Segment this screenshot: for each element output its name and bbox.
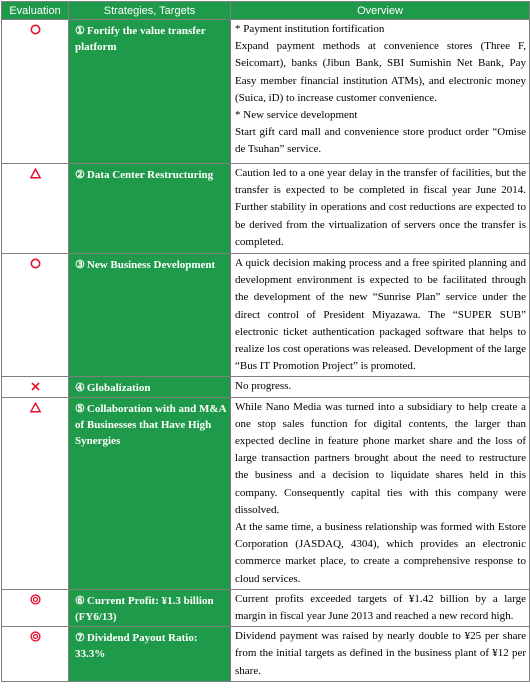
strategy-number: ⑥ (75, 594, 85, 607)
evaluation-cell (2, 397, 69, 589)
strategy-label: Data Center Restructuring (86, 169, 214, 181)
triangle-icon (30, 402, 41, 413)
overview-paragraph: No progress. (235, 380, 292, 393)
double-circle-icon (30, 594, 41, 605)
evaluation-cell (2, 627, 69, 682)
circle-icon (30, 24, 41, 35)
table-row (2, 627, 530, 682)
overview-cell (231, 397, 530, 589)
evaluation-cell (2, 589, 69, 626)
header-overview: Overview (231, 2, 530, 20)
strategy-cell (69, 397, 231, 589)
overview-paragraph: Start gift card mall and convenience store product order “Omise de Tsuhan” service. (235, 126, 526, 156)
strategy-cell (69, 377, 231, 397)
overview-paragraph: Expand payment methods at convenience stores (Three F, Seicomart), banks (Jibun Bank, SBI Sumishin Net Bank, Pay Easy member financial institution ATMs), and electronic money (Suica, iD) to increase customer convenience. (235, 40, 526, 104)
overview-paragraph: At the same time, a business relationship was formed with Estore Corporation (JASDAQ, 4304), which provides an electronic commerce market place, to create a comprehensive response to cloud services. (235, 521, 526, 585)
strategy-number: ① (75, 25, 85, 37)
header-strategies: Strategies, Targets (69, 2, 231, 20)
strategy-label: Collaboration with and M&A of Businesses that Have High Synergies (75, 402, 226, 447)
evaluation-cell (2, 20, 69, 164)
cross-icon (30, 381, 41, 392)
strategy-label: Current Profit: ¥1.3 billion (FY6/13) (75, 594, 214, 623)
overview-cell (231, 20, 530, 164)
overview-paragraph: Dividend payment was raised by nearly double to ¥25 per share from the initial targets as defined in the business plant of ¥12 per share. (235, 630, 526, 677)
strategy-cell (69, 164, 231, 254)
overview-paragraph: * New service development (235, 109, 358, 122)
header-evaluation: Evaluation (2, 2, 69, 20)
overview-paragraph: Current profits exceeded targets of ¥1.42 billion by a large margin in fiscal year June 2013 and reached a new record high. (235, 592, 526, 623)
circle-icon (30, 258, 41, 269)
overview-cell (231, 589, 530, 626)
triangle-icon (30, 168, 41, 179)
strategy-cell (69, 627, 231, 682)
overview-paragraph: * Payment institution fortification (235, 23, 385, 35)
overview-cell (231, 164, 530, 254)
evaluation-cell (2, 377, 69, 397)
evaluation-cell (2, 164, 69, 254)
strategy-label: New Business Development (86, 259, 216, 271)
table-row (2, 254, 530, 377)
strategy-cell (69, 254, 231, 377)
overview-paragraph: Caution led to a one year delay in the transfer of facilities, but the transfer is expected to be completed in fiscal year June 2014. Further stability in operations and cost reductions are expected to be derived from the virtualization of servers once the transfer is completed. (235, 167, 526, 248)
overview-cell (231, 254, 530, 377)
strategy-number: ② (75, 169, 85, 181)
strategy-number: ④ (75, 382, 85, 395)
overview-paragraph: A quick decision making process and a free spirited planning and development environment is expected to be facilitated through the development of the new “Sunrise Plan” service under the direct control of President Miyazawa. The “SUPER SUB” electronic ticket authentication packaged software that helps to realize los cost operations was released. Development of the large “Bus IT Promotion Project” is promoted. (235, 257, 526, 373)
strategy-number: ③ (75, 259, 85, 271)
strategy-cell (69, 589, 231, 626)
table-row (2, 20, 530, 164)
overview-cell (231, 627, 530, 682)
table-row (2, 164, 530, 254)
strategy-label: Fortify the value transfer platform (75, 25, 206, 53)
strategy-label: Dividend Payout Ratio: 33.3% (75, 632, 198, 661)
strategy-cell (69, 20, 231, 164)
strategy-number: ⑦ (75, 632, 85, 645)
table-row (2, 377, 530, 397)
strategy-number: ⑤ (75, 402, 85, 415)
overview-cell (231, 377, 530, 397)
table-row (2, 397, 530, 589)
evaluation-cell (2, 254, 69, 377)
strategy-label: Globalization (86, 382, 151, 395)
overview-paragraph: While Nano Media was turned into a subsidiary to help create a one stop sales function for digital contents, the larger than expected decline in feature phone market share and the loss of large transaction partners brought about the need to restructure the business and a decision to liquidate shares held in this company. Consequently capital ties with this company were dissolved. (235, 400, 526, 516)
evaluation-table (1, 1, 530, 682)
double-circle-icon (30, 631, 41, 642)
table-row (2, 589, 530, 626)
header-row (2, 2, 530, 20)
